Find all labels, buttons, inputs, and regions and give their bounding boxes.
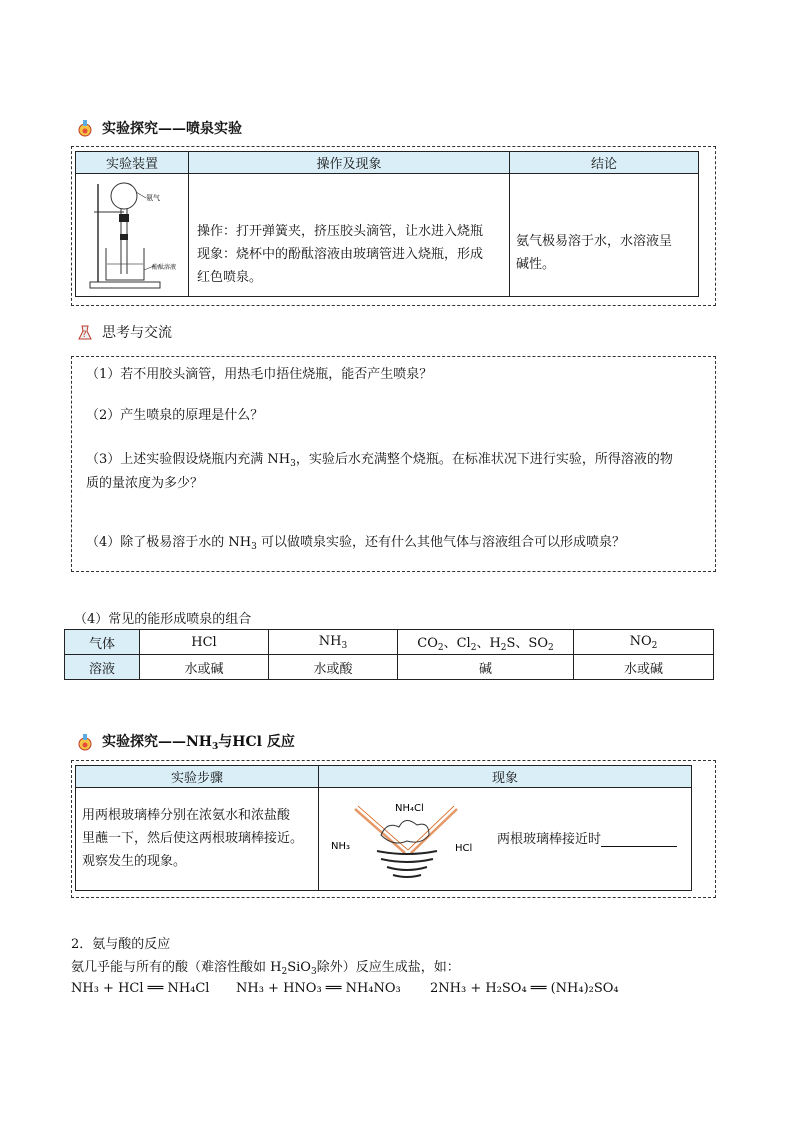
phenomenon-text: 两根玻璃棒接近时 [497,831,602,847]
header-operation: 操作及现象 [189,152,510,174]
step-line-2: 里蘸一下，然后使这两根玻璃棒接近。 [82,831,304,846]
row-label-solution: 溶液 [65,655,140,680]
solution-1: 水或碱 [140,655,269,680]
question-3-cont: 质的量浓度为多少？ [86,476,204,491]
gas-nh3 [269,630,398,655]
glass-rods-figure [325,791,485,887]
gas-cl2-sub: 2 [470,642,477,653]
section4-title [102,731,295,752]
section4-title-b: 与HCl 反应 [218,734,295,750]
gas-no2-main: NO [629,633,652,649]
question-4 [86,531,625,552]
section2-title: 思考与交流 [102,325,172,341]
gas-h2s: 、H [476,635,501,651]
combination-caption: （4）常见的能形成喷泉的组合 [74,612,252,627]
gas-so2: S、SO [506,635,548,651]
operation-line-2: 现象：烧杯中的酚酞溶液由玻璃管进入烧瓶，形成 [197,247,484,262]
gas-co2-sub: 2 [437,642,444,653]
equation-1: NH₃ + HCl ══ NH₄Cl [71,981,210,996]
answer-blank[interactable] [601,832,677,847]
question-3-part-b: ，实验后水充满整个烧瓶。在标准状况下进行实验，所得溶液的物 [295,452,673,467]
intro-part-a: 氨几乎能与所有的酸（难溶性酸如 H [71,960,282,975]
gas-label: 氨气 [146,194,160,202]
section2-heading [76,322,172,342]
section1-title: 实验探究——喷泉实验 [102,121,242,137]
question-flask-icon [76,323,94,341]
gas-hcl: HCl [140,630,269,655]
question-4-sub: 3 [251,542,257,552]
hcl-label: HCl [455,843,473,854]
gas-so2-sub: 2 [548,642,554,653]
question-2: （2）产生喷泉的原理是什么？ [86,408,264,423]
question-3-sub: 3 [290,459,296,469]
steps-cell [76,788,319,891]
header-phenomenon: 现象 [319,766,692,788]
phenomenon-cell [319,788,692,891]
gas-h2s-sub: 2 [500,642,507,653]
gas-mixed [398,630,574,655]
equation-2: NH₃ + HNO₃ ══ NH₄NO₃ [236,981,401,996]
solution-3: 碱 [398,655,574,680]
fountain-apparatus-figure [76,174,188,292]
solution-label: 酚酞溶液 [152,264,177,271]
header-conclusion: 结论 [510,152,699,174]
section5-heading: 2．氨与酸的反应 [71,937,171,952]
reaction-table [75,765,692,891]
operation-cell [189,174,510,297]
operation-line-1: 操作：打开弹簧夹，挤压胶头滴管，让水进入烧瓶 [197,224,484,239]
conclusion-line-2: 碱性。 [516,257,556,272]
flask-icon [76,119,94,137]
header-apparatus: 实验装置 [76,152,189,174]
section4-title-sub: 3 [212,742,219,752]
conclusion-cell [510,174,699,297]
question-4-part-a: （4）除了极易溶于水的 NH [86,535,252,550]
section4-heading [76,731,295,752]
flask-icon-2 [76,733,94,751]
step-line-3: 观察发生的现象。 [82,854,187,869]
apparatus-cell [76,174,189,297]
gas-no2-sub: 2 [651,640,658,651]
question-4-part-b: 可以做喷泉实验，还有什么其他气体与溶液组合可以形成喷泉？ [256,535,625,550]
intro-part-b: 除外）反应生成盐，如： [316,960,460,975]
question-mark-glyph: ? [82,330,87,340]
gas-co2: CO [417,635,438,651]
solution-4: 水或碱 [574,655,714,680]
gas-cl2: 、Cl [443,635,471,651]
equation-3: 2NH₃ + H₂SO₄ ══ (NH₄)₂SO₄ [430,981,619,996]
conclusion-line-1: 氨气极易溶于水，水溶液呈 [516,234,673,249]
nh3-label: NH₃ [331,841,351,852]
section5-intro [71,956,460,977]
experiment-table [75,151,699,297]
gas-nh3-sub: 3 [341,640,348,651]
header-steps: 实验步骤 [76,766,319,788]
fountain-combination-table [64,629,714,680]
question-3 [86,448,673,469]
question-1: （1）若不用胶头滴管，用热毛巾捂住烧瓶，能否产生喷泉？ [86,367,433,382]
gas-no2 [574,630,714,655]
question-3-part-a: （3）上述实验假设烧瓶内充满 NH [86,452,291,467]
section4-title-a: 实验探究——NH [102,734,213,750]
intro-sub-2: 3 [310,967,317,977]
row-label-gas: 气体 [65,630,140,655]
intro-part-m: SiO [287,960,311,975]
step-line-1: 用两根玻璃棒分别在浓氨水和浓盐酸 [82,808,291,823]
nh4cl-label: NH₄Cl [395,803,424,814]
gas-nh3-main: NH [318,633,342,649]
intro-sub-1: 2 [281,967,288,977]
operation-line-3: 红色喷泉。 [197,270,263,285]
solution-2: 水或酸 [269,655,398,680]
section1-heading [76,118,242,138]
